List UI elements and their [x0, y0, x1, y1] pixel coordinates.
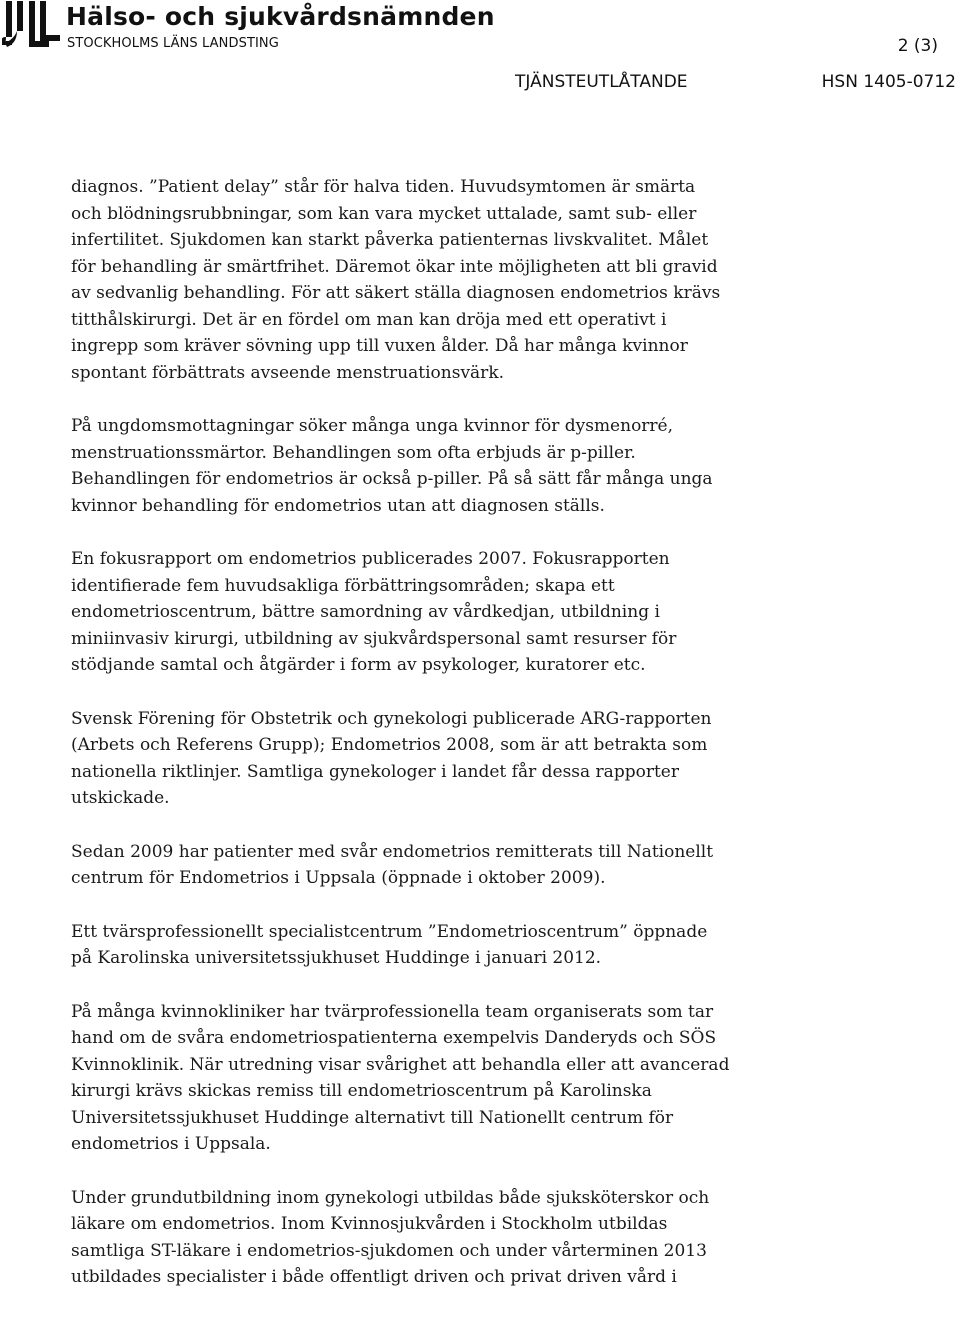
text-line: för behandling är smärtfrihet. Däremot ökar inte möjligheten att bli gravid: [71, 256, 718, 277]
text-line: kirurgi krävs skickas remiss till endometrioscentrum på Karolinska: [71, 1081, 652, 1101]
text-line: hand om de svåra endometriospatienterna exempelvis Danderyds och SÖS: [71, 1028, 717, 1048]
text-line: på Karolinska universitetssjukhuset Huddinge i januari 2012.: [71, 948, 602, 968]
text-line: diagnos. ”Patient delay” står för halva tiden. Huvudsymtomen är smärta: [71, 177, 696, 197]
paragraph: [71, 839, 791, 892]
paragraph: [71, 413, 791, 519]
text-line: På ungdomsmottagningar söker många unga kvinnor för dysmenorré,: [71, 416, 674, 436]
text-line: identifierade fem huvudsakliga förbättringsområden; skapa ett: [71, 575, 615, 596]
text-line: titthålskirurgi. Det är en fördel om man kan dröja med ett operativt i: [71, 309, 667, 330]
text-line: (Arbets och Referens Grupp); Endometrios 2008, som är att betrakta som: [71, 735, 708, 755]
text-line: samtliga ST-läkare i endometrios-sjukdomen och under vårterminen 2013: [71, 1240, 707, 1261]
text-line: utskickade.: [71, 788, 170, 808]
text-line: Universitetssjukhuset Huddinge alternativt till Nationellt centrum för: [71, 1107, 674, 1128]
org-subtitle: STOCKHOLMS LÄNS LANDSTING: [67, 36, 279, 51]
document-id: HSN 1405-0712: [821, 72, 956, 92]
document-type: TJÄNSTEUTLÅTANDE: [515, 72, 688, 92]
text-line: På många kvinnokliniker har tvärprofessionella team organiserats som tar: [71, 1001, 714, 1022]
text-line: Kvinnoklinik. När utredning visar svårighet att behandla eller att avancerad: [71, 1054, 730, 1075]
text-line: menstruationssmärtor. Behandlingen som ofta erbjuds är p-piller.: [71, 442, 636, 463]
paragraph: [71, 999, 791, 1158]
text-line: av sedvanlig behandling. För att säkert ställa diagnosen endometrios krävs: [71, 283, 721, 303]
text-line: nationella riktlinjer. Samtliga gynekologer i landet får dessa rapporter: [71, 761, 679, 782]
paragraph: [71, 1185, 791, 1291]
body-text: [71, 174, 791, 1318]
page-number: 2 (3): [897, 36, 938, 56]
text-line: stödjande samtal och åtgärder i form av psykologer, kuratorer etc.: [71, 655, 646, 675]
paragraph: [71, 706, 791, 812]
org-name: Hälso- och sjukvårdsnämnden: [66, 2, 495, 31]
text-line: ingrepp som kräver sövning upp till vuxen ålder. Då har många kvinnor: [71, 336, 688, 356]
paragraph: [71, 174, 791, 386]
paragraph: [71, 919, 791, 972]
text-line: Behandlingen för endometrios är också p-piller. På så sätt får många unga: [71, 469, 713, 489]
text-line: endometrios i Uppsala.: [71, 1134, 271, 1154]
paragraph: [71, 546, 791, 679]
text-line: och blödningsrubbningar, som kan vara mycket uttalade, samt sub- eller: [71, 203, 697, 224]
text-line: Svensk Förening för Obstetrik och gynekologi publicerade ARG-rapporten: [71, 708, 712, 729]
text-line: infertilitet. Sjukdomen kan starkt påverka patienternas livskvalitet. Målet: [71, 230, 709, 250]
text-line: Ett tvärsprofessionellt specialistcentrum ”Endometrioscentrum” öppnade: [71, 921, 708, 942]
text-line: läkare om endometrios. Inom Kvinnosjukvården i Stockholm utbildas: [71, 1214, 668, 1234]
text-line: Sedan 2009 har patienter med svår endometrios remitterats till Nationellt: [71, 841, 714, 862]
text-line: Under grundutbildning inom gynekologi utbildas både sjuksköterskor och: [71, 1187, 710, 1208]
text-line: kvinnor behandling för endometrios utan att diagnosen ställs.: [71, 495, 605, 516]
text-line: spontant förbättrats avseende menstruationsvärk.: [71, 362, 505, 383]
text-line: miniinvasiv kirurgi, utbildning av sjukvårdspersonal samt resurser för: [71, 628, 677, 649]
sll-logo-icon: [2, 1, 62, 49]
text-line: utbildades specialister i både offentligt driven och privat driven vård i: [71, 1267, 677, 1287]
text-line: En fokusrapport om endometrios publicerades 2007. Fokusrapporten: [71, 549, 670, 569]
text-line: endometrioscentrum, bättre samordning av vårdkedjan, utbildning i: [71, 602, 660, 622]
text-line: centrum för Endometrios i Uppsala (öppnade i oktober 2009).: [71, 868, 606, 888]
